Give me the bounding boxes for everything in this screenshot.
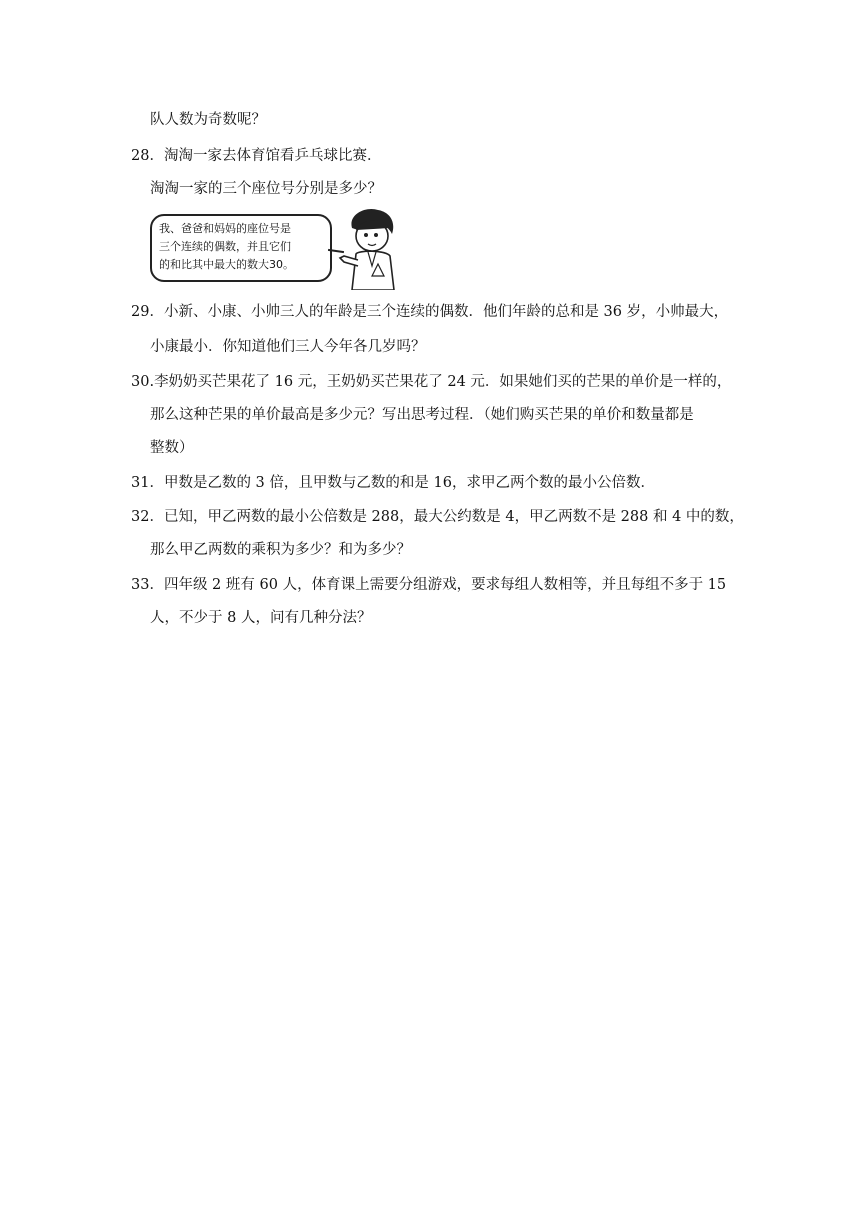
q29-text-1: 小新、小康、小帅三人的年龄是三个连续的偶数．他们年龄的总和是 36 岁，小帅最大，	[163, 304, 729, 320]
q31-line1	[131, 473, 655, 493]
q33-text-1: 四年级 2 班有 60 人，体育课上需要分组游戏，要求每组人数相等，并且每组不多于 15	[163, 577, 727, 593]
q30-line1	[131, 372, 731, 392]
speech-line-2: 三个连续的偶数，并且它们	[159, 240, 291, 253]
q28-question: 淘淘一家的三个座位号分别是多少？	[150, 181, 382, 197]
q32-line2: 那么甲乙两数的乘积为多少？和为多少？	[150, 542, 411, 558]
q32-number: 32．	[131, 509, 164, 525]
q30-line2: 那么这种芒果的单价最高是多少元？写出思考过程．（她们购买芒果的单价和数量都是	[150, 407, 694, 423]
q30-line3: 整数）	[150, 440, 194, 456]
q28-text: 淘淘一家去体育馆看乒乓球比赛．	[163, 148, 382, 164]
speech-bubble	[150, 214, 332, 282]
q28-line1	[131, 146, 381, 166]
q29-line2: 小康最小．你知道他们三人今年各几岁吗？	[150, 339, 426, 355]
speech-line-3: 的和比其中最大的数大30。	[159, 258, 294, 271]
q33-number: 33．	[131, 577, 164, 593]
q29-line1	[131, 302, 728, 322]
q31-text-1: 甲数是乙数的 3 倍，且甲数与乙数的和是 16，求甲乙两个数的最小公倍数．	[163, 475, 655, 491]
q32-text-1: 已知，甲乙两数的最小公倍数是 288，最大公约数是 4，甲乙两数不是 288 和 4 中的数，	[163, 509, 744, 525]
q28-number: 28．	[131, 148, 164, 164]
q30-text-1: 李奶奶买芒果花了 16 元，王奶奶买芒果花了 24 元．如果她们买的芒果的单价是一样的，	[154, 374, 732, 390]
boy-illustration	[338, 206, 400, 290]
q33-line2: 人，不少于 8 人，问有几种分法？	[150, 610, 372, 626]
q30-number: 30.	[131, 374, 155, 390]
q31-number: 31．	[131, 475, 164, 491]
q32-line1	[131, 507, 744, 527]
q28-illustration	[150, 206, 400, 290]
speech-line-1: 我、爸爸和妈妈的座位号是	[159, 222, 291, 235]
q29-number: 29．	[131, 304, 164, 320]
q33-line1	[131, 575, 726, 595]
q27-continuation: 队人数为奇数呢？	[150, 112, 266, 128]
